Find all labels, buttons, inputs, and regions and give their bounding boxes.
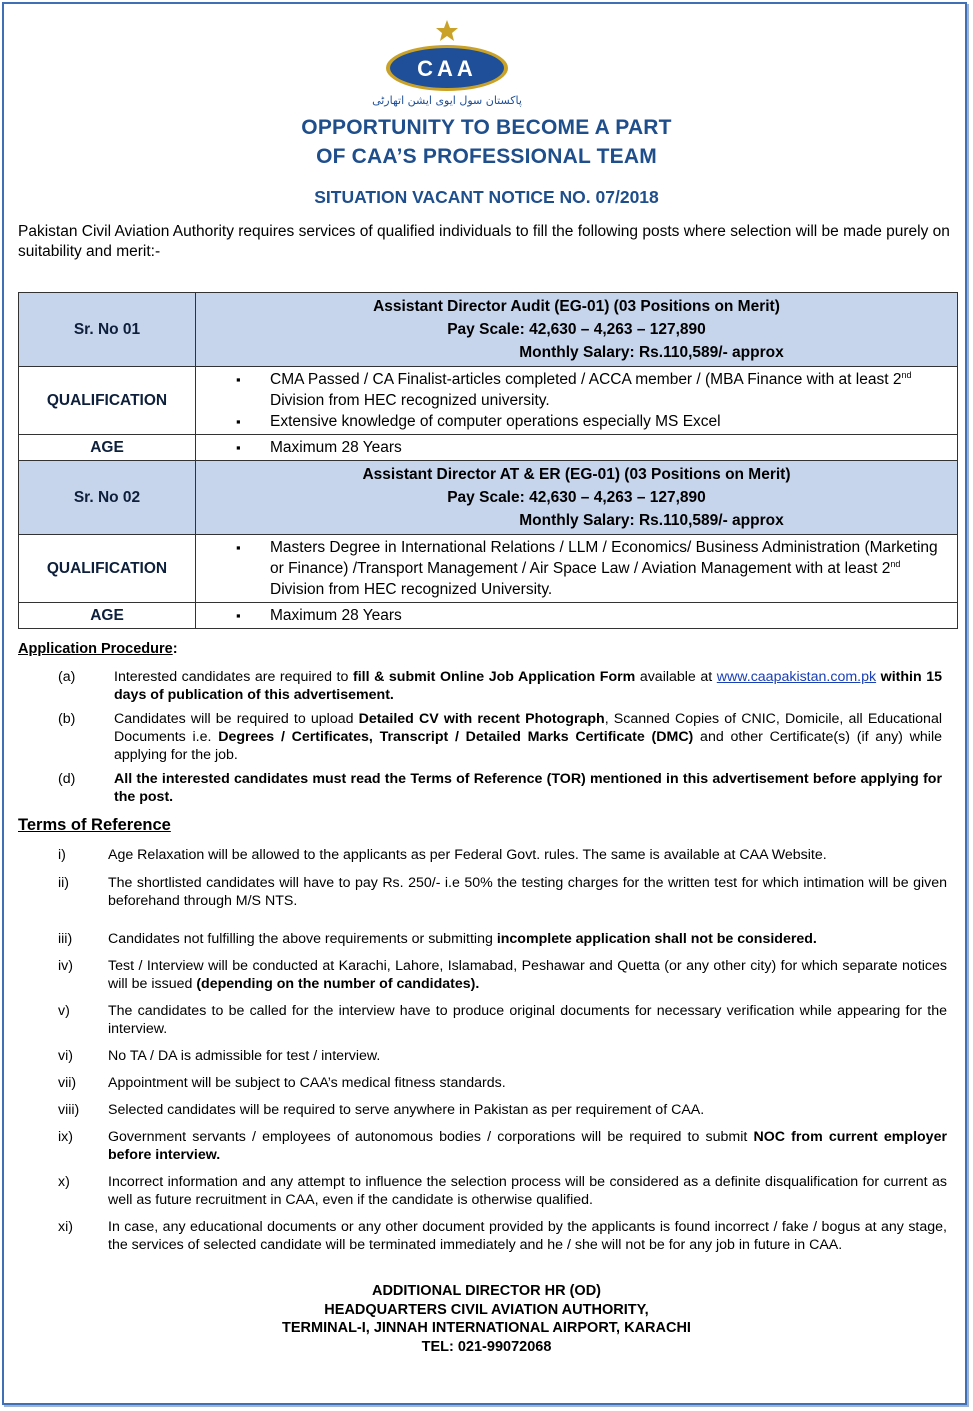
post-1-qual-item: ▪ Extensive knowledge of computer operations especially MS Excel [196, 411, 957, 432]
post-1-salary: Monthly Salary: Rs.110,589/- approx [519, 344, 784, 361]
post-1-details [196, 293, 958, 367]
headline-line-1: OPPORTUNITY TO BECOME A PART [301, 116, 672, 139]
caa-logo [372, 20, 522, 108]
headline-line-2: OF CAA’S PROFESSIONAL TEAM [316, 145, 657, 168]
tor-item: viii) Selected candidates will be required to serve anywhere in Pakistan as per requirement of CAA. [58, 1102, 705, 1118]
notice-number: SITUATION VACANT NOTICE NO. 07/2018 [314, 187, 659, 207]
caa-website-link[interactable]: www.caapakistan.com.pk [716, 669, 877, 685]
post-1-pay: Pay Scale: 42,630 – 4,263 – 127,890 [447, 321, 706, 338]
post-1-header-row [19, 293, 958, 367]
post-2-qual-label: QUALIFICATION [19, 535, 196, 603]
tor-list [18, 846, 947, 1254]
posts-table [18, 292, 958, 629]
footer-phone: TEL: 021-99072068 [421, 1338, 552, 1355]
tor-item: iii) Candidates not fulfilling the above requirements or submitting incomplete application shall not be considered. [58, 931, 817, 947]
logo-text: CAA [417, 56, 477, 81]
post-2-age: ▪ Maximum 28 Years [196, 605, 957, 626]
footer-line: ADDITIONAL DIRECTOR HR (OD) [371, 1283, 602, 1299]
tor-item: vi) No TA / DA is admissible for test / interview. [58, 1048, 381, 1064]
post-1-qual-item: ▪ CMA Passed / CA Finalist-articles completed / ACCA member / (MBA Finance with at least 2nd Division from HEC recognized university. [196, 369, 957, 411]
post-1-age-row [19, 435, 958, 461]
post-1-age-label: AGE [19, 435, 196, 461]
post-2-qual-item: ▪ Masters Degree in International Relations / LLM / Economics/ Business Administration (Marketing or Finance) /Transport Management / Air Space Law / Aviation Management with at least 2nd Division from HEC recognized University. [196, 537, 957, 600]
footer-line: HEADQUARTERS CIVIL AVIATION AUTHORITY, [324, 1301, 649, 1318]
post-2-pay: Pay Scale: 42,630 – 4,263 – 127,890 [447, 489, 706, 506]
tor-item: xi) In case, any educational documents or any other document provided by the applicants is found incorrect / fake / bogus at any stage, the services of selected candidate will be terminated immediately and he / she will not be for any job in future in CAA. [58, 1219, 947, 1253]
post-1-title: Assistant Director Audit (EG-01) (03 Positions on Merit) [373, 298, 780, 315]
post-1-sr: Sr. No 01 [19, 293, 196, 367]
post-2-qualification-row [19, 535, 958, 603]
post-2-sr: Sr. No 02 [19, 461, 196, 535]
post-1-qual-label: QUALIFICATION [19, 367, 196, 435]
footer-line: TERMINAL-I, JINNAH INTERNATIONAL AIRPORT, KARACHI [282, 1320, 691, 1336]
procedure-item-b: (b) Candidates will be required to upload Detailed CV with recent Photograph, Scanned Copies of CNIC, Domicile, all Educational Documents i.e. Degrees / Certificates, Transcript / Detailed Marks Certificate (DMC) and other Certificate(s) (if any) while applying for the job. [58, 711, 942, 763]
post-1-qualification-row [19, 367, 958, 435]
post-2-salary: Monthly Salary: Rs.110,589/- approx [519, 512, 784, 529]
post-2-age-label: AGE [19, 603, 196, 629]
post-2-title: Assistant Director AT & ER (EG-01) (03 Positions on Merit) [362, 466, 791, 483]
tor-item: x) Incorrect information and any attempt to influence the selection process will be considered as a definite disqualification for current as well as future recruitment in CAA, even if the candidate is otherwise qualified. [58, 1174, 947, 1208]
procedure-heading: Application Procedure: [18, 641, 178, 657]
tor-item: ix) Government servants / employees of autonomous bodies / corporations will be required to submit NOC from current employer before interview. [58, 1129, 947, 1163]
logo-urdu-caption: پاکستان سول ایوی ایشن اتھارٹی [372, 94, 522, 107]
tor-item: i) Age Relaxation will be allowed to the applicants as per Federal Govt. rules. The same is available at CAA Website. [58, 847, 827, 863]
procedure-item-d: (d) All the interested candidates must read the Terms of Reference (TOR) mentioned in this advertisement before applying for the post. [58, 771, 942, 805]
tor-heading: Terms of Reference [18, 816, 171, 834]
tor-item: ii) The shortlisted candidates will have to pay Rs. 250/- i.e 50% the testing charges for the written test for which intimation will be given beforehand through M/S NTS. [58, 875, 947, 909]
procedure-list [18, 668, 942, 812]
footer-address [0, 1282, 973, 1356]
tor-item: vii) Appointment will be subject to CAA’s medical fitness standards. [58, 1075, 506, 1091]
tor-item: v) The candidates to be called for the interview have to produce original documents for necessary verification while appearing for the interview. [58, 1003, 947, 1037]
tor-item: iv) Test / Interview will be conducted at Karachi, Lahore, Islamabad, Peshawar and Quetta (or any other city) for which separate notices will be issued (depending on the number of candidates). [58, 958, 947, 992]
star-icon [436, 20, 458, 41]
post-2-age-row [19, 603, 958, 629]
intro-paragraph: Pakistan Civil Aviation Authority requires services of qualified individuals to fill the following posts where selection will be made purely on suitability and merit:- [18, 223, 950, 260]
post-2-header-row [19, 461, 958, 535]
post-2-details [196, 461, 958, 535]
post-1-age: ▪ Maximum 28 Years [196, 437, 957, 458]
procedure-item-a: (a) Interested candidates are required to fill & submit Online Job Application Form available at www.caapakistan.com.pk within 15 days of publication of this advertisement. [58, 669, 942, 703]
